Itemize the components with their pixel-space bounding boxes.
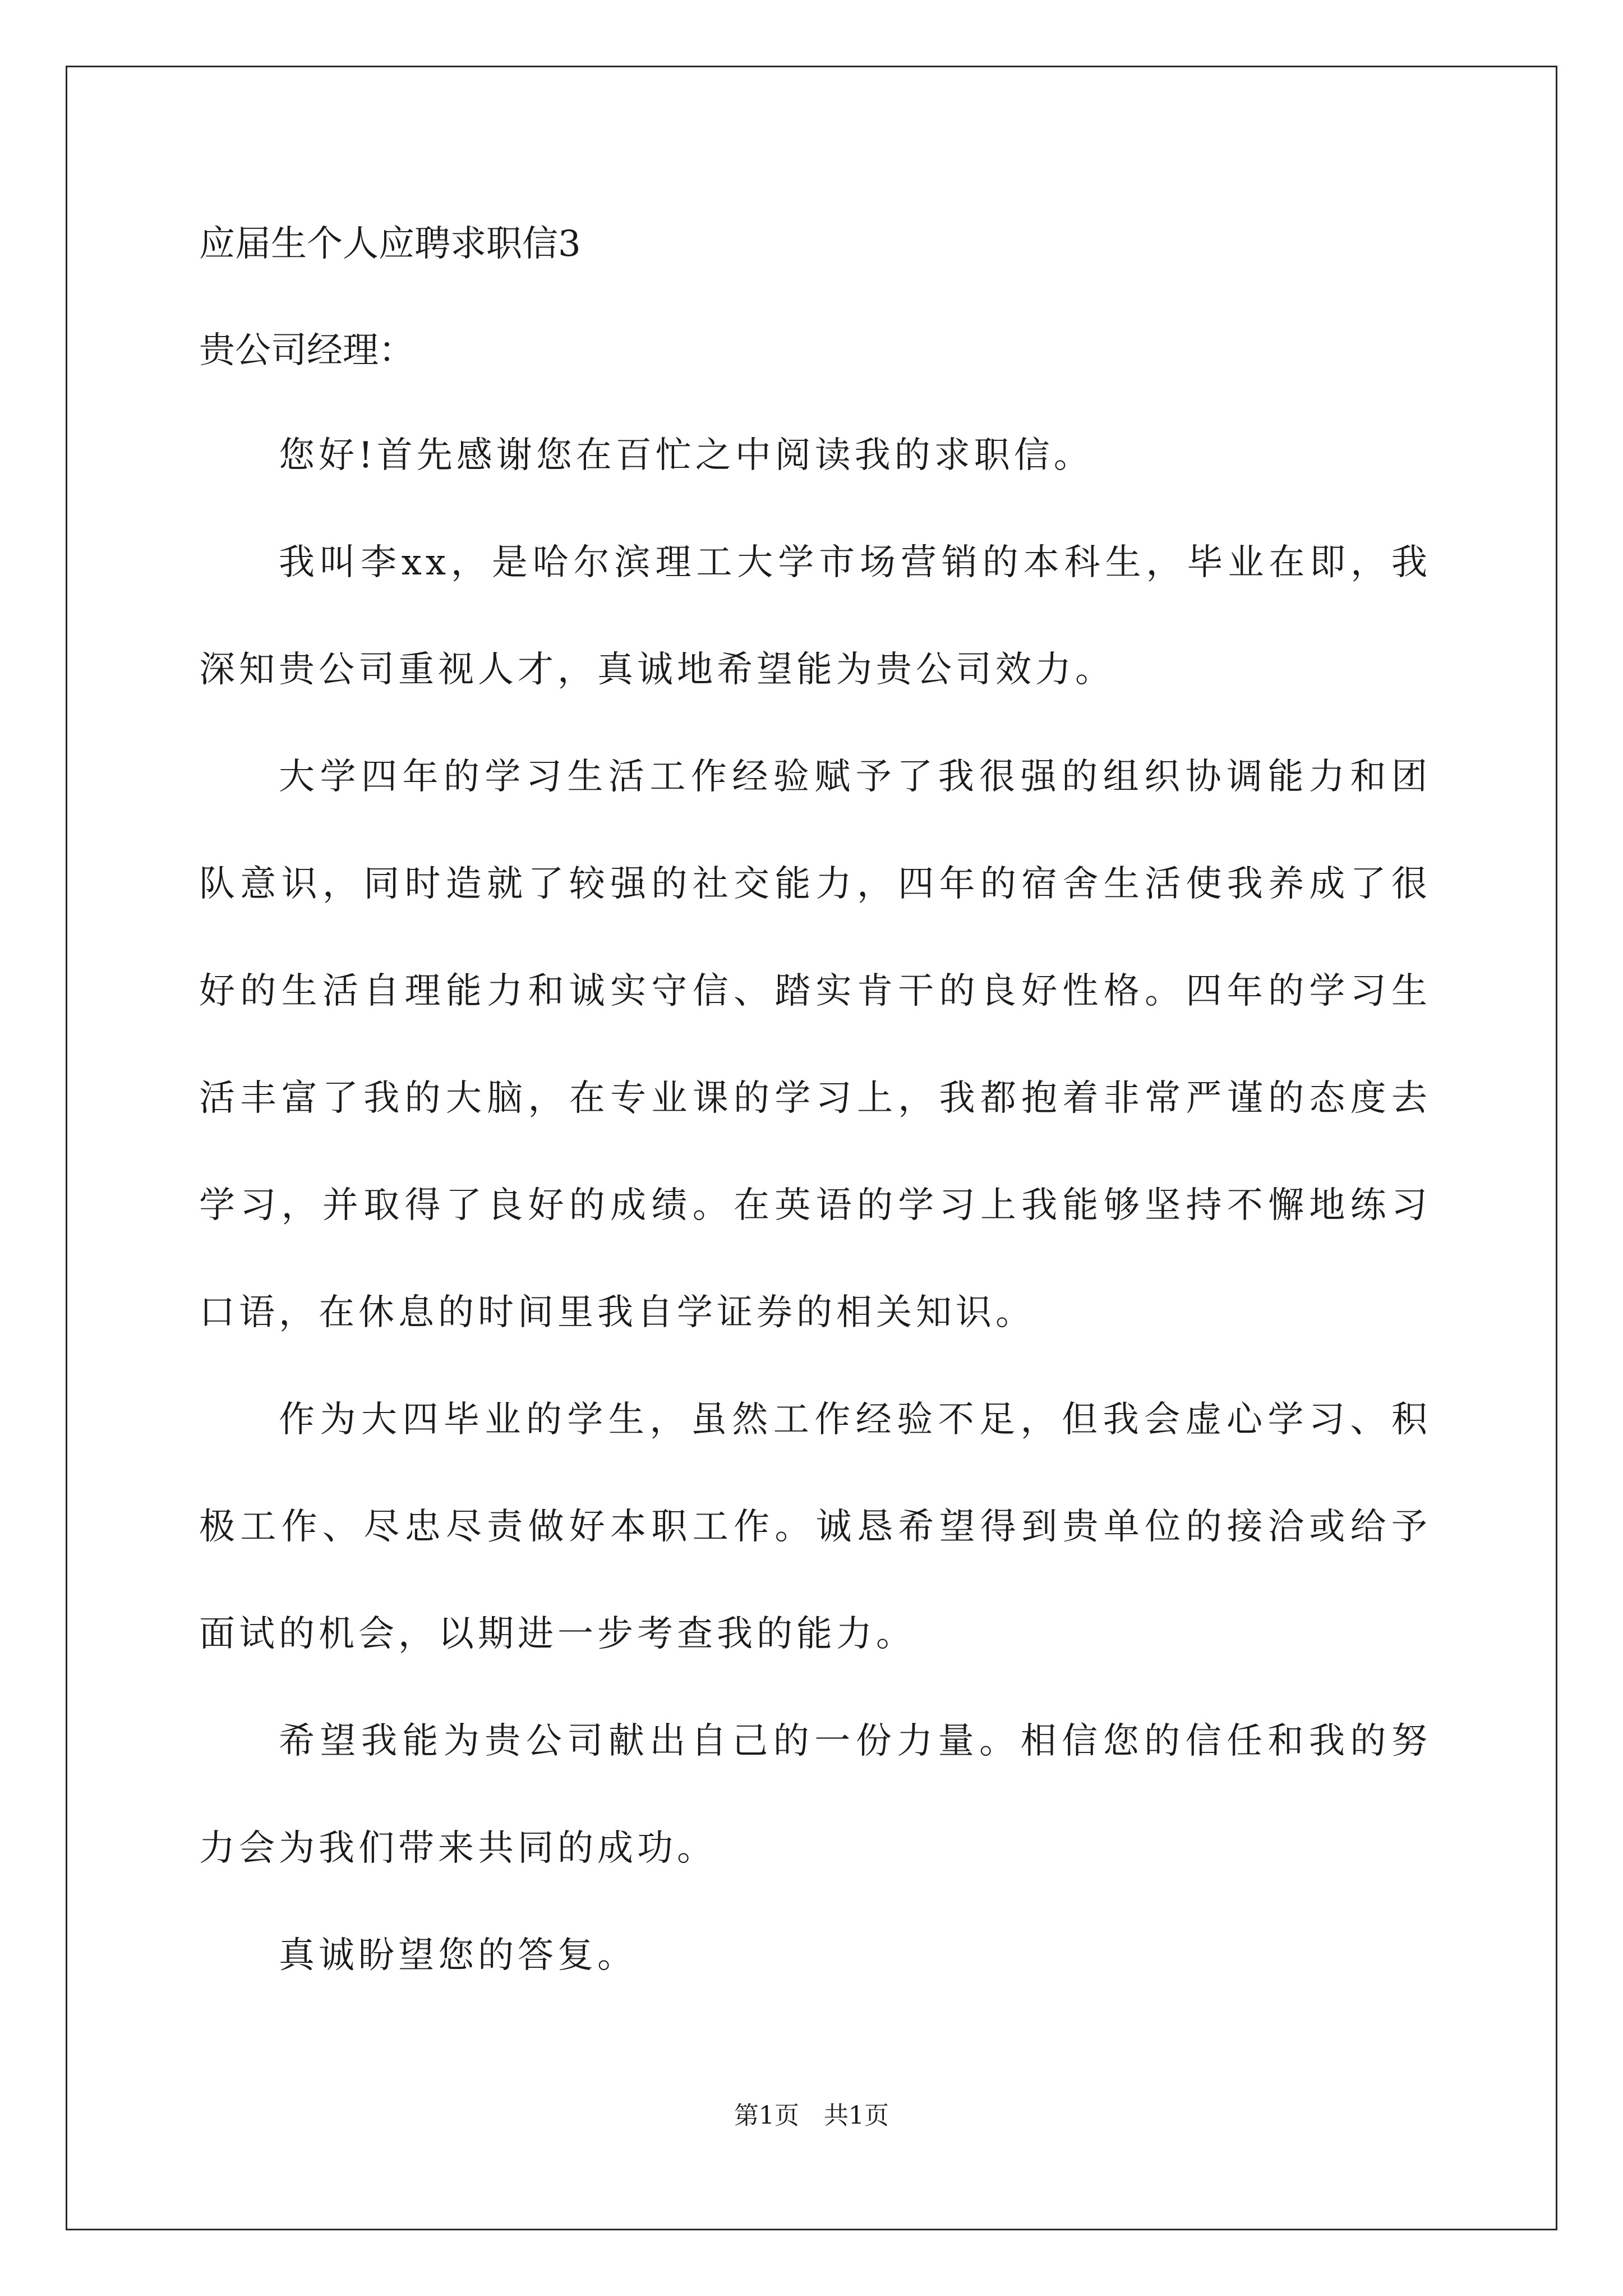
paragraph-closing: 真诚盼望您的答复。 — [279, 1935, 637, 1976]
paragraph-introduction: 我叫李xx，是哈尔滨理工大学市场营销的本科生，毕业在即，我深知贵公司重视人才，真诚地希望能为贵公司效力。 — [199, 542, 1431, 691]
document-body — [199, 210, 1433, 2009]
salutation: 贵公司经理： — [199, 330, 414, 371]
paragraph-hope: 希望我能为贵公司献出自己的一份力量。相信您的信任和我的努力会为我们带来共同的成功。 — [199, 1720, 1431, 1869]
paragraph-experience: 大学四年的学习生活工作经验赋予了我很强的组织协调能力和团队意识，同时造就了较强的社交能力，四年的宿舍生活使我养成了很好的生活自理能力和诚实守信、踏实肯干的良好性格。四年的学习生活丰富了我的大脑，在专业课的学习上，我都抱着非常严谨的态度去学习，并取得了良好的成绩。在英语的学习上我能够坚持不懈地练习口语，在休息的时间里我自学证券的相关知识。 — [199, 756, 1431, 1333]
paragraph-greeting: 您好!首先感谢您在百忙之中阅读我的求职信。 — [279, 435, 1094, 476]
document-title: 应届生个人应聘求职信3 — [199, 223, 581, 265]
page-footer: 第1页 共1页 — [734, 2101, 889, 2130]
paragraph-commitment: 作为大四毕业的学生，虽然工作经验不足，但我会虚心学习、积极工作、尽忠尽责做好本职工作。诚恳希望得到贵单位的接洽或给予面试的机会，以期进一步考查我的能力。 — [199, 1399, 1431, 1655]
